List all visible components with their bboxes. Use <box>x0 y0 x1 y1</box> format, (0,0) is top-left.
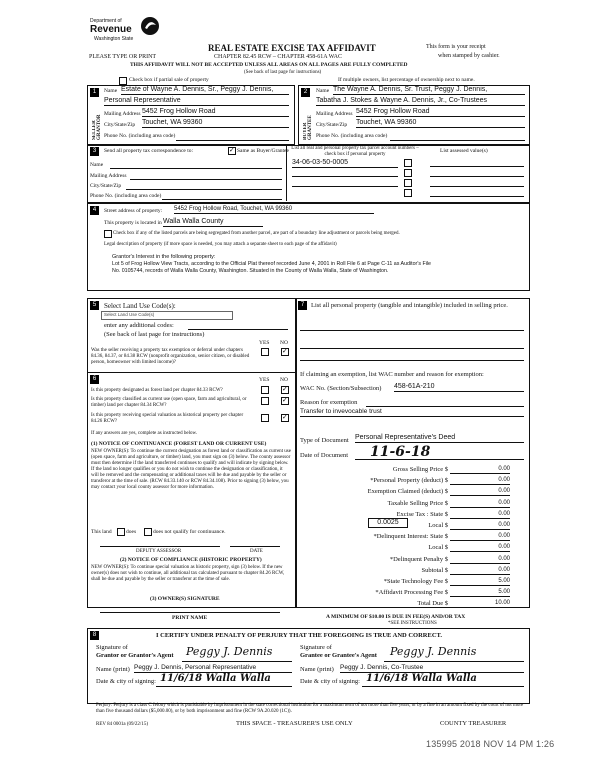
perjury-notice: Perjury: Perjury is a class C felony which is punishable by imprisonment in the state correctional institution for a maximum term of not more than five years, or by a fine in an amount fixed by the court of not more than five thousand dollars ($5,000.00), or by both imprisonment and fine (RCW 9A.20.020 (1C)). <box>96 703 524 714</box>
assessed-line-2 <box>430 176 524 177</box>
notice-continuance-title: (1) NOTICE OF CONTINUANCE (FOREST LAND OR CURRENT USE) <box>91 441 267 447</box>
deputy-assessor-label: DEPUTY ASSESSOR <box>136 549 182 554</box>
s6-no-header: NO <box>280 377 288 383</box>
claiming-exemption: If claiming an exemption, list WAC number and reason for exemption: <box>300 371 484 378</box>
fee-label: Local $ <box>428 522 448 529</box>
additional-codes-label: enter any additional codes: <box>104 322 174 329</box>
grantor-date-label: Date & city of signing: <box>96 678 156 685</box>
parcel-line-3 <box>292 186 398 187</box>
land-does-not-label: does not qualify for continuance. <box>153 529 226 535</box>
reason-line-2[interactable] <box>300 416 524 417</box>
certify-statement: I CERTIFY UNDER PENALTY OF PERJURY THAT THE FOREGOING IS TRUE AND CORRECT. <box>156 632 443 639</box>
buyer-side-label: BUYER GRANTEE <box>303 115 313 140</box>
form-title: REAL ESTATE EXCISE TAX AFFIDAVIT <box>208 43 376 53</box>
grantee-date-label: Date & city of signing: <box>300 678 360 685</box>
s3-name-line <box>110 168 282 169</box>
parcel-4-personal-checkbox[interactable] <box>404 189 412 197</box>
grantee-signature-line[interactable] <box>384 661 524 662</box>
fee-value[interactable]: 0.00 <box>450 532 510 541</box>
personal-property-line-3[interactable] <box>300 360 524 361</box>
fee-label: Total Due $ <box>417 600 448 608</box>
section-1-number: 1 <box>90 88 99 97</box>
fee-value[interactable]: 0.00 <box>450 521 510 530</box>
seller-city-value[interactable]: Touchet, WA 99360 <box>142 119 289 128</box>
personal-property-line-2[interactable] <box>300 348 524 349</box>
section-8-number: 8 <box>90 631 99 640</box>
grantor-signature-line[interactable] <box>182 661 292 662</box>
parcel-number-1[interactable]: 34-06-03-50-0005 <box>292 159 398 168</box>
fee-value[interactable]: 0.00 <box>450 555 510 564</box>
fee-label: Taxable Selling Price $ <box>387 499 448 507</box>
logo-state: Washington State <box>94 36 134 42</box>
grantee-date-value[interactable]: 11/6/18 Walla Walla <box>366 673 477 684</box>
partial-sale-label: Check box if partial sale of property <box>129 77 209 83</box>
s3-city-label: City/State/Zip <box>90 183 122 189</box>
buyer-name-value[interactable]: The Wayne A. Dennis, Sr. Trust, Peggy J. Dennis, <box>333 86 525 95</box>
minimum-due: A MINIMUM OF $10.00 IS DUE IN FEE(S) AND/OR TAX <box>326 614 466 620</box>
legal-line-1: Grantor's Interest in the following property: <box>112 254 216 260</box>
list-personal-property: List all personal property (tangible and intangible) included in selling price. <box>311 302 508 309</box>
grantor-signature: Peggy J. Dennis <box>186 645 273 658</box>
seller-name-value-2[interactable]: Personal Representative <box>104 97 289 106</box>
treasurer-stamp: 135995 2018 NOV 14 PM 1:26 <box>426 739 555 749</box>
historic-no-checkbox[interactable] <box>281 414 289 422</box>
fee-label: Subtotal $ <box>421 566 448 574</box>
grantor-date-value[interactable]: 11/6/18 Walla Walla <box>160 673 271 684</box>
s3-phone-line <box>162 199 282 200</box>
logo-dept-line: Department of <box>90 18 122 24</box>
section-2-number: 2 <box>301 88 310 97</box>
seller-mailing-label: Mailing Address <box>104 111 141 117</box>
s5-see-back: (See back of last page for instructions) <box>104 331 205 338</box>
section-7-number: 7 <box>298 301 307 310</box>
buyer-phone-line <box>390 140 525 141</box>
fee-label: Excise Tax : State $ <box>396 510 448 518</box>
receipt-note-2: when stamped by cashier. <box>438 53 500 59</box>
seller-name-label: Name <box>104 88 118 94</box>
s6-yes-header: YES <box>259 377 270 383</box>
print-name-line[interactable] <box>100 612 280 613</box>
logo-revenue: Revenue <box>90 24 132 35</box>
fee-label: *Delinquent Penalty $ <box>389 555 448 563</box>
parcel-3-personal-checkbox[interactable] <box>404 179 412 187</box>
seller-name-value[interactable]: Estate of Wayne A. Dennis, Sr., Peggy J. Dennis, <box>121 86 289 95</box>
reason-line[interactable] <box>366 406 524 407</box>
buyer-mailing-label: Mailing Address <box>316 111 353 117</box>
grantor-name-label: Name (print) <box>96 666 130 673</box>
partial-sale-checkbox[interactable] <box>119 77 127 85</box>
buyer-name-label: Name <box>316 88 330 94</box>
historic-yes-checkbox[interactable] <box>261 414 269 422</box>
form-see-back: (See back of last page for instructions) <box>244 70 322 75</box>
land-use-select[interactable] <box>101 311 233 320</box>
fee-label: Exemption Claimed (deduct) $ <box>367 488 448 496</box>
land-does-label: does <box>126 529 137 535</box>
section-5-number: 5 <box>90 301 99 310</box>
fee-value[interactable]: 0.00 <box>450 476 510 485</box>
revenue-logo <box>88 16 168 50</box>
county-treasurer: COUNTY TREASURER <box>440 720 507 727</box>
seller-city-label: City/State/Zip <box>104 122 136 128</box>
buyer-name-value-2[interactable]: Tabatha J. Stokes & Wayne A. Dennis, Jr., Co-Trustees <box>316 97 525 106</box>
buyer-mailing-value[interactable]: 5452 Frog Hollow Road <box>356 108 525 117</box>
seller-phone-label: Phone No. (including area code) <box>104 133 176 139</box>
parcel-line-2 <box>292 176 398 177</box>
doc-date-value[interactable]: 11-6-18 <box>370 444 431 460</box>
seller-phone-line <box>176 140 289 141</box>
fee-value[interactable]: 0.00 <box>450 510 510 519</box>
assessed-header: List assessed value(s) <box>440 148 488 154</box>
grantor-sig-label-2: Grantor or Grantor's Agent <box>96 652 174 659</box>
personal-property-line-1[interactable] <box>300 330 524 331</box>
doc-date-label: Date of Document <box>300 452 349 459</box>
s3-divider <box>286 145 287 201</box>
multiple-owners-label: If multiple owners, list percentage of ownership next to name. <box>338 77 475 83</box>
s3-mailing-line <box>130 179 282 180</box>
assessor-date-label: DATE <box>250 549 263 554</box>
grantee-name-value[interactable]: Peggy J. Dennis, Co-Trustee <box>340 664 524 673</box>
fee-label: *Delinquent Interest: State $ <box>373 533 448 541</box>
fee-value[interactable]: 5.00 <box>450 588 510 597</box>
fee-value[interactable]: 0.00 <box>450 487 510 496</box>
s5-yes-checkbox[interactable] <box>261 348 269 356</box>
legal-line-3: No. 0105744, records of Walla Walla County, Washington. Situated in the County of Walla Walla, State of Washington. <box>112 268 389 274</box>
s5-no-checkbox[interactable] <box>281 348 289 356</box>
grantor-date-line[interactable] <box>156 686 292 687</box>
send-correspondence-label: Send all property tax correspondence to: <box>104 148 194 154</box>
local-rate-box[interactable]: 0.0025 <box>368 518 408 528</box>
legal-description-label: Legal description of property (if more space is needed, you may attach a separate sheet to each page of the affidavit) <box>104 242 337 247</box>
section-3-number: 3 <box>90 147 99 156</box>
legal-line-2: Lot 5 of Frog Hollow View Tracts, according to the Official Plat thereof recorded June 4, 2001 in Roll File 6 at Page C-11 as Auditor's File <box>112 261 431 267</box>
fee-label: *State Technology Fee $ <box>383 578 448 585</box>
if-yes-note: If any answers are yes, complete as instructed below. <box>91 431 198 436</box>
owner-signature-label: (3) OWNER(S) SIGNATURE <box>150 596 220 602</box>
deputy-assessor-line[interactable] <box>100 546 220 547</box>
form-warning: THIS AFFIDAVIT WILL NOT BE ACCEPTED UNLESS ALL AREAS ON ALL PAGES ARE FULLY COMPLETED <box>130 62 408 68</box>
s5-no-header: NO <box>280 340 288 346</box>
current-use-yes-checkbox[interactable] <box>261 397 269 405</box>
assessor-date-line[interactable] <box>230 546 280 547</box>
located-in-value[interactable]: Walla Walla County <box>163 218 263 227</box>
this-land-label: This land <box>91 529 112 535</box>
land-use-label: Select Land Use Code(s): <box>104 302 176 310</box>
buyer-city-value[interactable]: Touchet, WA 99360 <box>356 119 525 128</box>
segregated-checkbox[interactable] <box>104 230 112 238</box>
s3-name-label: Name <box>90 162 104 168</box>
type-or-print: PLEASE TYPE OR PRINT <box>89 54 157 60</box>
fee-label: *Personal Property (deduct) $ <box>370 477 448 485</box>
grantee-sig-label-1: Signature of <box>300 644 332 651</box>
seller-mailing-value[interactable]: 5452 Frog Hollow Road <box>142 108 289 117</box>
fee-value[interactable]: 0.00 <box>450 499 510 508</box>
notice-compliance-title: (2) NOTICE OF COMPLIANCE (HISTORIC PROPERTY) <box>120 557 262 563</box>
wac-label: WAC No. (Section/Subsection) <box>300 385 382 392</box>
grantee-name-label: Name (print) <box>300 666 334 673</box>
assessed-line-4 <box>430 196 524 197</box>
treasurer-use-only: THIS SPACE - TREASURER'S USE ONLY <box>236 720 353 727</box>
fee-value[interactable]: 0.00 <box>450 543 510 552</box>
forest-yes-checkbox[interactable] <box>261 386 269 394</box>
reason-label: Reason for exemption <box>300 399 358 406</box>
see-instructions: *SEE INSTRUCTIONS <box>388 621 437 626</box>
doc-type-label: Type of Document <box>300 437 349 444</box>
receipt-note-1: This form is your receipt <box>426 44 486 50</box>
fee-value[interactable]: 10.00 <box>450 599 510 608</box>
grantee-date-line[interactable] <box>362 686 524 687</box>
fee-value[interactable]: 0.00 <box>450 465 510 474</box>
grantor-name-value[interactable]: Peggy J. Dennis, Personal Representative <box>134 664 292 673</box>
s3-phone-label: Phone No. (including area code) <box>90 193 162 199</box>
same-as-buyer-label: Same as Buyer/Grantee <box>237 148 289 154</box>
parcel-1-personal-checkbox[interactable] <box>404 159 412 167</box>
grantor-sig-label-1: Signature of <box>96 644 128 651</box>
seller-side-label: SELLER GRANTOR <box>92 114 102 140</box>
parcel-list-header: List all real and personal property tax parcel account numbers – check box if personal property <box>291 146 419 157</box>
s3-city-line <box>126 189 282 190</box>
section-6-number: 6 <box>90 375 99 384</box>
fee-label: Gross Selling Price $ <box>392 466 448 473</box>
segregated-label: Check box if any of the listed parcels are being segregated from another parcel, are part of a boundary line adjustment or parcels being merged. <box>113 231 400 236</box>
street-address-value[interactable]: 5452 Frog Hollow Road, Touchet, WA 99360 <box>174 205 374 214</box>
s5-yes-header: YES <box>259 340 270 346</box>
same-as-buyer-checkbox[interactable] <box>228 147 236 155</box>
fee-label: Local $ <box>428 544 448 552</box>
exemption-question: Was the seller receiving a property tax exemption or deferral under chapters 84.36, 84.37, or 84.38 RCW (nonprofit organization, senior citizen, or disabled person, homeowner with limited income)? <box>91 348 250 365</box>
historic-question: Is this property receiving special valuation as historical property per chapter 84.26 RCW? <box>91 413 244 424</box>
land-does-not-checkbox[interactable] <box>144 528 152 536</box>
s3-mailing-label: Mailing Address <box>90 173 127 179</box>
street-address-label: Street address of property: <box>104 208 163 214</box>
forest-no-checkbox[interactable] <box>281 386 289 394</box>
current-use-no-checkbox[interactable] <box>281 397 289 405</box>
doc-type-value[interactable]: Personal Representative's Deed <box>355 434 524 443</box>
wac-value[interactable]: 458-61A-210 <box>394 383 524 392</box>
land-does-checkbox[interactable] <box>117 528 125 536</box>
section-4-number: 4 <box>90 206 99 215</box>
notice-continuance-body: NEW OWNER(S): To continue the current designation as forest land or classification as current use (open space, farm and agriculture, or timber) land, you must sign on (3) below. The county assessor must then determine if the land transferred continues to qualify and will indicate by signing below. If the land no longer qualifies or you do not wish to continue the designation or classification, it will be removed and the compensating or additional taxes will be due and payable by the seller or transferor at the time of sale. (RCW 84.33.140 or RCW 84.34.108). Prior to signing (3) below, you may contact your local county assessor for more information. <box>91 449 291 490</box>
fee-label: *Affidavit Processing Fee $ <box>375 589 448 597</box>
logo-swirl-icon <box>140 16 160 36</box>
fee-value[interactable]: 0.00 <box>450 566 510 575</box>
fee-value[interactable]: 5.00 <box>450 577 510 586</box>
form-chapter: CHAPTER 82.45 RCW – CHAPTER 458-61A WAC <box>214 54 342 60</box>
grantee-sig-label-2: Grantee or Grantee's Agent <box>300 652 377 659</box>
forest-land-question: Is this property designated as forest land per chapter 84.33 RCW? <box>91 388 223 393</box>
s6-top-rule <box>87 372 295 373</box>
rev-number: REV 84 0001a (09/22/15) <box>96 722 148 727</box>
land-use-select-value: Select Land Use Code(s) <box>104 312 155 317</box>
reason-value[interactable]: Transfer to invevocable trust <box>300 408 382 415</box>
current-use-question: Is this property classified as current use (open space, farm and agricultural, or timber) land per chapter 84.34 RCW? <box>91 397 247 408</box>
additional-codes-input[interactable] <box>188 329 288 330</box>
notice-compliance-body: NEW OWNER(S): To continue special valuation as historic property, sign (3) below. If the new owner(s) does not wish to continue, all additional tax calculated pursuant to chapter 84.26 RCW, shall be due and payable by the seller or transferor at the time of sale. <box>91 565 285 582</box>
assessed-line-1 <box>430 166 524 167</box>
print-name-label: PRINT NAME <box>172 615 208 621</box>
grantee-signature: Peggy J. Dennis <box>390 645 477 658</box>
located-in-label: This property is located in <box>104 220 162 226</box>
buyer-phone-label: Phone No. (including area code) <box>316 133 388 139</box>
parcel-2-personal-checkbox[interactable] <box>404 169 412 177</box>
assessed-line-3 <box>430 186 524 187</box>
buyer-city-label: City/State/Zip <box>316 122 348 128</box>
